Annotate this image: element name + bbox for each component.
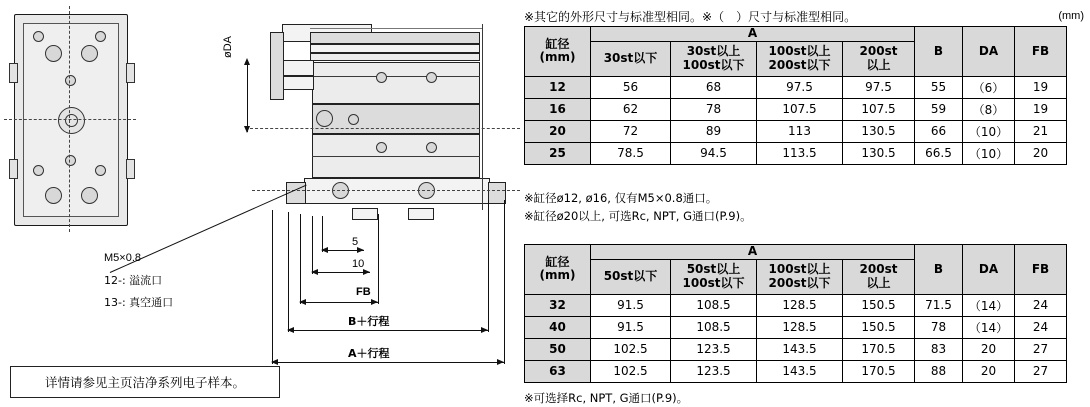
header-a-sub-3 [757, 41, 843, 76]
mid-bore-left [316, 110, 333, 127]
cell-a4: 97.5 [843, 76, 915, 98]
left-stub-upper [282, 60, 314, 76]
dim10-line [312, 272, 370, 273]
footer-note-box [10, 366, 280, 398]
table1-note-1: ※缸径ø12, ø16, 仅有M5×0.8通口。 [524, 191, 718, 205]
cell-a4: 107.5 [843, 98, 915, 120]
header-fb: FB [1015, 245, 1067, 295]
witness-line [488, 200, 489, 332]
header-a-sub-2-line2: 100st以下 [682, 57, 745, 72]
cell-a1: 91.5 [591, 316, 671, 338]
witness-line [288, 212, 289, 332]
header-a-sub-4-line1: 200st [859, 44, 898, 58]
header-a-sub-1-line1: 50st以下 [603, 268, 658, 283]
da-dim-line [247, 60, 248, 132]
header-fb: FB [1015, 27, 1067, 77]
cell-da: （14） [963, 294, 1015, 316]
witness-line [272, 210, 273, 364]
cell-b: 59 [915, 98, 963, 120]
a-stroke-label: A＋行程 [348, 347, 390, 360]
horizontal-centerline [4, 119, 136, 120]
header-bore [525, 245, 591, 295]
mounting-hole [33, 165, 44, 176]
spec-table-small-bore [524, 26, 1067, 165]
header-a-sub-4-line2: 以上 [866, 57, 891, 72]
table-row [525, 142, 1067, 164]
header-a-sub-4-line2: 以上 [866, 275, 891, 290]
header-da: DA [963, 27, 1015, 77]
right-edge-line [482, 24, 483, 210]
cell-a3: 107.5 [757, 98, 843, 120]
thread-label: M5×0.8 [104, 252, 141, 264]
header-a-sub-3-line2: 200st以下 [768, 275, 831, 290]
mid-hole [348, 114, 359, 125]
table-row [525, 76, 1067, 98]
port12-label: 12-: 溢流口 [104, 274, 163, 287]
b-stroke-line [288, 330, 488, 331]
cell-a2: 123.5 [671, 360, 757, 382]
cell-da: （10） [963, 120, 1015, 142]
cell-fb: 20 [1015, 142, 1067, 164]
body-hole [376, 72, 387, 83]
header-bore-line2: (mm) [539, 50, 576, 65]
detail-box-left [352, 208, 378, 220]
technical-drawing [0, 0, 520, 407]
header-da: DA [963, 245, 1015, 295]
cell-bore: 32 [525, 294, 591, 316]
cell-bore: 20 [525, 120, 591, 142]
cell-b: 55 [915, 76, 963, 98]
spec-table-large-bore [524, 244, 1067, 383]
header-a-sub-1 [591, 259, 671, 294]
cell-a2: 89 [671, 120, 757, 142]
fb-label: FB [356, 286, 371, 298]
detail-box-right [408, 208, 434, 220]
header-a-sub-1-line1: 30st以下 [603, 50, 658, 65]
table1-note-2: ※缸径ø20以上, 可选Rc, NPT, G通口(P.9)。 [524, 209, 752, 223]
header-b: B [915, 245, 963, 295]
cell-fb: 24 [1015, 316, 1067, 338]
body-detail-line [312, 156, 480, 157]
body-hole [426, 72, 437, 83]
a-stroke-line [272, 362, 504, 363]
witness-line [322, 216, 323, 252]
spec-tables-panel [524, 0, 1090, 407]
fb-line [300, 302, 378, 303]
cell-a4: 130.5 [843, 142, 915, 164]
table-row [525, 120, 1067, 142]
cell-a3: 143.5 [757, 338, 843, 360]
rod-upper [310, 32, 480, 44]
cell-da: （8） [963, 98, 1015, 120]
witness-line [504, 200, 505, 364]
cell-b: 78 [915, 316, 963, 338]
cell-bore: 40 [525, 316, 591, 338]
header-a: A [591, 245, 915, 260]
cell-bore: 63 [525, 360, 591, 382]
header-a-sub-2-line1: 50st以上 [686, 262, 741, 276]
table-row [525, 338, 1067, 360]
cell-a2: 108.5 [671, 294, 757, 316]
cell-da: 20 [963, 360, 1015, 382]
port-hole [81, 187, 98, 204]
table2-note-1: ※可选择Rc, NPT, G通口(P.9)。 [524, 391, 689, 405]
header-a-sub-4 [843, 41, 915, 76]
b-stroke-label: B＋行程 [348, 315, 390, 328]
mounting-hole [95, 165, 106, 176]
cell-a1: 102.5 [591, 360, 671, 382]
cell-bore: 16 [525, 98, 591, 120]
header-a-sub-3-line1: 100st以上 [768, 44, 831, 58]
header-b: B [915, 27, 963, 77]
cell-b: 83 [915, 338, 963, 360]
rail-upper [310, 44, 480, 53]
cell-a2: 108.5 [671, 316, 757, 338]
port-hole [81, 45, 98, 62]
table-header-row-1 [525, 245, 1067, 260]
port-hole [45, 187, 62, 204]
cell-a4: 170.5 [843, 338, 915, 360]
cell-a3: 113.5 [757, 142, 843, 164]
header-a-sub-2 [671, 41, 757, 76]
cell-fb: 27 [1015, 338, 1067, 360]
body-hole [426, 142, 437, 153]
fb-arrow-right [371, 299, 378, 305]
unit-label: (mm) [1058, 10, 1084, 22]
header-a-sub-3-line1: 100st以上 [768, 262, 831, 276]
footer-note-text: 详情请参见主页洁净系列电子样本。 [44, 375, 245, 390]
body-detail-line [312, 76, 480, 77]
cell-a3: 143.5 [757, 360, 843, 382]
dim5-label: 5 [352, 236, 359, 248]
witness-line [378, 214, 379, 304]
left-flange [270, 32, 284, 100]
cell-a4: 170.5 [843, 360, 915, 382]
cell-a3: 113 [757, 120, 843, 142]
small-hole [65, 75, 76, 86]
b-arrow-right [481, 327, 488, 333]
cell-a2: 123.5 [671, 338, 757, 360]
body-upper-block [312, 62, 480, 104]
cell-bore: 25 [525, 142, 591, 164]
mounting-hole [33, 31, 44, 42]
vertical-centerline [69, 6, 70, 232]
header-a-sub-1 [591, 41, 671, 76]
header-a: A [591, 27, 915, 42]
header-a-sub-4-line1: 200st [859, 262, 898, 276]
header-a-sub-3-line2: 200st以下 [768, 57, 831, 72]
da-arrow-down [244, 126, 250, 133]
top-note: ※其它的外形尺寸与标准型相同。※（ ）尺寸与标准型相同。 [524, 10, 857, 24]
cell-a1: 102.5 [591, 338, 671, 360]
cell-bore: 50 [525, 338, 591, 360]
cell-fb: 27 [1015, 360, 1067, 382]
rail-upper2 [310, 53, 480, 61]
cell-fb: 21 [1015, 120, 1067, 142]
da-arrow-up [244, 58, 250, 65]
cell-a1: 62 [591, 98, 671, 120]
small-hole [65, 155, 76, 166]
header-bore-line1: 缸径 [545, 36, 570, 51]
cell-a3: 128.5 [757, 316, 843, 338]
da-label: øDA [222, 36, 234, 58]
cell-bore: 12 [525, 76, 591, 98]
side-centerline [250, 128, 520, 129]
port-hole [45, 45, 62, 62]
cell-a4: 150.5 [843, 294, 915, 316]
header-a-sub-3 [757, 259, 843, 294]
header-a-sub-2-line2: 100st以下 [682, 275, 745, 290]
witness-line [312, 216, 313, 274]
cell-b: 66 [915, 120, 963, 142]
cell-da: （10） [963, 142, 1015, 164]
cell-a4: 150.5 [843, 316, 915, 338]
port13-label: 13-: 真空通口 [104, 296, 174, 309]
table-row [525, 360, 1067, 382]
side-tab [9, 63, 18, 83]
dim10-label: 10 [352, 258, 365, 270]
cell-a1: 72 [591, 120, 671, 142]
cell-a2: 68 [671, 76, 757, 98]
cell-b: 88 [915, 360, 963, 382]
header-a-sub-2 [671, 259, 757, 294]
mid-band [312, 104, 480, 134]
front-view-plate [14, 14, 128, 226]
cell-b: 66.5 [915, 142, 963, 164]
cell-a4: 130.5 [843, 120, 915, 142]
side-tab [9, 159, 18, 179]
cell-fb: 19 [1015, 98, 1067, 120]
side-tab [126, 63, 135, 83]
header-a-sub-2-line1: 30st以上 [686, 44, 741, 58]
cell-b: 71.5 [915, 294, 963, 316]
a-arrow-right [497, 359, 504, 365]
cell-a3: 128.5 [757, 294, 843, 316]
body-hole [376, 142, 387, 153]
cell-a1: 91.5 [591, 294, 671, 316]
table-row [525, 294, 1067, 316]
left-stub-lower [282, 76, 314, 90]
table-row [525, 98, 1067, 120]
cell-a1: 78.5 [591, 142, 671, 164]
header-bore-line1: 缸径 [545, 254, 570, 269]
cell-a2: 78 [671, 98, 757, 120]
cell-a3: 97.5 [757, 76, 843, 98]
side-tab [126, 159, 135, 179]
center-bore [58, 107, 85, 134]
table-header-row-1 [525, 27, 1067, 42]
cell-a2: 94.5 [671, 142, 757, 164]
cell-fb: 24 [1015, 294, 1067, 316]
cell-a1: 56 [591, 76, 671, 98]
witness-line [300, 214, 301, 304]
cell-da: （14） [963, 316, 1015, 338]
cell-da: 20 [963, 338, 1015, 360]
cell-fb: 19 [1015, 76, 1067, 98]
cell-da: （6） [963, 76, 1015, 98]
header-a-sub-4 [843, 259, 915, 294]
top-thin-line [310, 28, 482, 29]
header-bore-line2: (mm) [539, 268, 576, 283]
table-row [525, 316, 1067, 338]
header-bore [525, 27, 591, 77]
mounting-hole [95, 31, 106, 42]
